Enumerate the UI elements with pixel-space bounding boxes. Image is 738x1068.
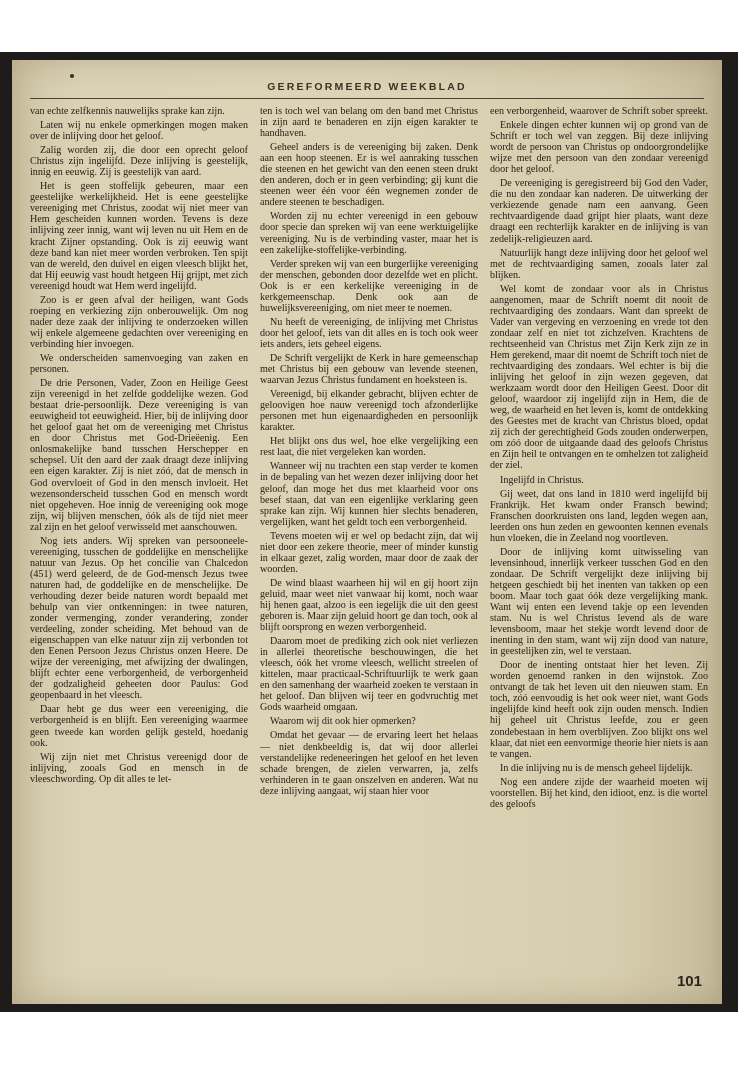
paragraph: We onderscheiden samenvoeging van zaken en personen.: [30, 352, 248, 376]
paragraph: Zalig worden zij, die door een oprecht geloof Christus zijn ingelijfd. Deze inlijving is geestelijk, innig en eeuwig. Zij is geestelijk van aard.: [30, 145, 248, 179]
paragraph: Het blijkt ons dus wel, hoe elke vergelijking een rest laat, die niet vergeleken kan worden.: [260, 436, 478, 459]
paragraph: Wel komt de zondaar voor als in Christus aangenomen, maar de Schrift noemt dit nooit de rechtvaardiging des zondaars. Want dan spreekt de Vader van vergeving en verzoening en vrede tot den zondaar zelf en niet tot zichzelven. Krachtens de rechtseenheid van Christus met Zijn Kerk zijn ze in Hem gerekend, maar dit noemt de Schrift toch niet de rechtvaardiging des zondaars. Wel echter is bij die inlijving het geloof in zijn wezen gegeven, dat werkzaam wordt door den Heiligen Geest. Door dit geloof, waardoor zij ingelijfd zijn in Hem, die de weg, de waarheid en het leven is, komt de ontdekking des Geestes met de kracht van Christus bloed, opdat zij zich der gerechtigheid Gods zouden onderwerpen, om zóó door de uitgaande daad des geloofs Christus en Zijn heil te ontvangen en te omhelzen tot zaligheid der ziel.: [490, 283, 708, 472]
paragraph: Nog een andere zijde der waarheid moeten wij voorstellen. Bij het kind, den idioot, enz. is die wortel des geloofs: [490, 776, 708, 810]
paragraph: De wind blaast waarheen hij wil en gij hoort zijn geluid, maar weet niet vanwaar hij komt, noch waar hij henen gaat, alzoo is een iegelijk die uit den geest geboren is. Maar zijn geluid hoort ge dan toch, ook al blijft oorsprong en wezen verborgenheid.: [260, 577, 478, 634]
paragraph: ten is toch wel van belang om den band met Christus in zijn aard te benaderen en zijn eigen karakter te handhaven.: [260, 106, 478, 140]
paragraph: Ingelijfd in Christus.: [500, 474, 584, 486]
paragraph: Wanneer wij nu trachten een stap verder te komen in de bepaling van het wezen dezer inlijving door het geloof, dan moge het dus met klaarheid voor ons besef staan, dat van een eigenlijke verklaring geen sprake kan zijn. Wij kunnen hier slechts benaderen, vergelijken, want het geldt toch een verborgenheid.: [260, 461, 478, 528]
paragraph: Nu heeft de vereeniging, de inlijving met Christus door het geloof, iets van dit alles en is toch ook weer iets anders, iets geheel eigens.: [260, 316, 478, 350]
paragraph: Zoo is er geen afval der heiligen, want Gods roeping en verkiezing zijn onberouwelijk. Om nog nader deze zaak der inlijving te onderzoeken willen wij enkele algemeene gedachten over vereeniging en verbinding hier invoegen.: [30, 294, 248, 350]
page-header: [30, 78, 704, 99]
column-2: [260, 106, 478, 962]
paragraph: Natuurlijk hangt deze inlijving door het geloof wel met de rechtvaardiging samen, zooals later zal blijken.: [490, 247, 708, 281]
paragraph: Verder spreken wij van een burgerlijke vereeniging der menschen, gebonden door dezelfde wet en plicht. Ook is er een kerkelijke vereeniging in de kerkgemeenschap. Denk ook aan de huwelijksvereeniging, om niet meer te noemen.: [260, 258, 478, 314]
paragraph: Door de inlijving komt uitwisseling van levensinhoud, innerlijk verkeer tusschen God en den zondaar. De Schrift vergelijkt deze inlijving bij hetgeen geschiedt bij het inenten van takken op een boom. Maar toch gaat óók deze vergelijking mank. Want wij enten een levend takje op een levenden stam. Nu is wel Christus levend als de ware levensboom, maar het stekje wordt levend door de inenting in den stam, want wij zijn dood van nature, in geestelijken zin, wel te verstaan.: [490, 546, 708, 658]
newspaper-page: [12, 60, 722, 1004]
paragraph: Daarom moet de prediking zich ook niet verliezen in allerlei theoretische beschouwingen, die het vleesch, óók het vrome vleesch, wellicht streelen of kittelen, maar practicaal-Schriftuurlijk te werk gaan en den samenhang der waarheid zoeken te verstaan in het geloof. Dan blijven wij teer en godvruchtig met Gods waarheid omgaan.: [260, 636, 478, 714]
paragraph: Wij zijn niet met Christus vereenigd door de inlijving, zooals God en mensch in de vleeschwording. Op dit alles te let-: [30, 751, 248, 785]
paragraph: een verborgenheid, waarover de Schrift sober spreekt.: [490, 106, 708, 117]
scan-background: [0, 52, 738, 1012]
paragraph: De drie Personen, Vader, Zoon en Heilige Geest zijn vereenigd in het zelfde goddelijke wezen. God bestaat drie-persoonlijk. Deze vereeniging is van eeuwigheid tot eeuwigheid. Hier, bij de inlijving door het geloof gaat het om de vereeniging met Christus en door Christus met God-Drieëenig. Een onlosmakelijke band tusschen Herschepper en schepsel. Uit den aard der zaak draagt deze inlijving een eigen karakter. Zij is niet zóó, dat de mensch in God overvloeit of God in den mensch invloeit. Het wezensonderscheid tusschen God en mensch wordt niet opgeheven. Hoe innig de vereeniging ook moge zijn, wij blijven menschen, óók als de tijd niet meer zal zijn en het geloof verwisseld met aanschouwen.: [30, 378, 248, 533]
column-3: [490, 106, 708, 962]
paragraph: Enkele dingen echter kunnen wij op grond van de Schrift er toch wel van zeggen. Bij deze inlijving wordt de persoon van Christus op ondoorgrondelijke wijze met den persoon van den zondaar vereenigd door het geloof.: [490, 120, 708, 176]
paragraph: Worden zij nu echter vereenigd in een gebouw door specie dan spreken wij van eene werktuigelijke vereeniging. Nu is de verbinding vaster, maar het is een zakelijke-stoffelijke-verbinding.: [260, 211, 478, 256]
paragraph: Omdat het gevaar — de ervaring leert het helaas — niet denkbeeldig is, dat wij door allerlei verstandelijke redeneeringen het geloof en het leven schade brengen, de zielen verwarren, ja, zelfs verhinderen in te gaan onszelven en anderen. Wat nu deze inlijving aangaat, wij staan hier voor: [260, 730, 478, 797]
paragraph: Gij weet, dat ons land in 1810 werd ingelijfd bij Frankrijk. Het kwam onder Fransch bewind; Franschen doorkruisten ons land, legden wegen aan, leerden ons hun zeden en gewoonten kennen evenals hun vloeken, die in Zeeland nog voortleven.: [490, 488, 708, 544]
text-columns: [30, 106, 708, 962]
paragraph: Tevens moeten wij er wel op bedacht zijn, dat wij niet door een zekere theorie, meer of minder kunstig in elkaar gezet, zalig worden, maar door de zaak der woorden.: [260, 530, 478, 575]
paragraph: In die inlijving nu is de mensch geheel lijdelijk.: [500, 762, 693, 774]
paragraph: Door de inenting ontstaat hier het leven. Zij worden genoemd ranken in den wijnstok. Zoo ontvangt de tak het leven uit den nieuwen stam. En toch, zóó eenvoudig is het ook weer niet, want Gods ingelijfde kind heeft ook zijn ouden mensch. Indien hij geheel uit Christus leefde, zou er geen zondebestaan in hem overblijven. Zoo blijkt ons wel klaar, dat niet een eenvormige theorie hier niets is aan te vangen.: [490, 660, 708, 760]
page-number: 101: [676, 973, 702, 990]
column-1: [30, 106, 248, 962]
paragraph: Nog iets anders. Wij spreken van persooneele-vereeniging, tusschen de goddelijke en menschelijke natuur van Jezus. Op het concilie van Chalcedon (451) werd geleerd, de de God-mensch Jezus twee naturen had, de goddelijke en de menschelijke. De verhouding dezer beide naturen wordt bepaald met behulp van vier ontkenningen: in twee naturen, zonder vermenging, zonder verandering, zonder verdeeling, zonder scheiding. Met behoud van de eigenschappen van elke natuur zijn zij verbonden tot den Eenen Persoon Jezus Christus onzen Heere. De wijze der vereeniging, met afwijzing der dwalingen, blijft echter eene verborgenheid, de verborgenheid der godzaligheid geheeten door Paulus: God geopenbaard in het vleesch.: [30, 535, 248, 702]
paragraph: Het is geen stoffelijk gebeuren, maar een geestelijke werkelijkheid. Het is eene geestelijke vereeniging met Christus, zoodat wij niet meer van Hem gescheiden kunnen worden. Tevens is deze inlijving zeer innig, want wij leven nu uit Hem en de kracht Zijner opstanding. Ook is zij eeuwig want deze band kan niet meer worden verbroken. Ten spijt van de wereld, den duivel en eigen vleesch blijkt het, dat Hij eeuwig vast houdt hetgeen Hij grijpt, met zich vereenigd houdt wat Hem werd ingelijfd.: [30, 181, 248, 292]
paragraph: Laten wij nu enkele opmerkingen mogen maken over de inlijving door het geloof.: [30, 120, 248, 143]
paragraph: Daar hebt ge dus weer een vereeniging, die verborgenheid is en blijft. Een vereeniging waarmee geen tweede kan worden gelijk gesteld, hoedanig ook.: [30, 704, 248, 749]
paragraph: Vereenigd, bij elkander gebracht, blijven echter de geloovigen hoe nauw vereenigd toch afzonderlijke personen met hun eigenaardigheden en persoonlijk karakter.: [260, 389, 478, 434]
paragraph: De Schrift vergelijkt de Kerk in hare gemeenschap met Christus bij een gebouw van levende steenen, waarvan Jezus Christus fundament en hoeksteen is.: [260, 352, 478, 387]
paragraph: De vereeniging is geregistreerd bij God den Vader, die nu den zondaar kan naderen. De uitwerking der verkiezende genade nam een aanvang. Geen rechtvaardigende daad grijpt hier plaats, want deze draagt een rechterlijk karakter en de inlijving is van zedelijk-religieuzen aard.: [490, 178, 708, 245]
paragraph: Waarom wij dit ook hier opmerken?: [270, 716, 416, 728]
paragraph: van echte zelfkennis nauwelijks sprake kan zijn.: [30, 106, 225, 117]
publication-title: GEREFORMEERD WEEKBLAD: [267, 81, 467, 93]
paragraph: Geheel anders is de vereeniging bij zaken. Denk aan een hoop steenen. Er is wel aanraking tusschen die steenen en het gewicht van den eenen steen drukt den anderen, doch er in geen verbinding; gij kunt die steenen weer één voor één wegnemen zonder de andere steenen te beschadigen.: [260, 142, 478, 209]
